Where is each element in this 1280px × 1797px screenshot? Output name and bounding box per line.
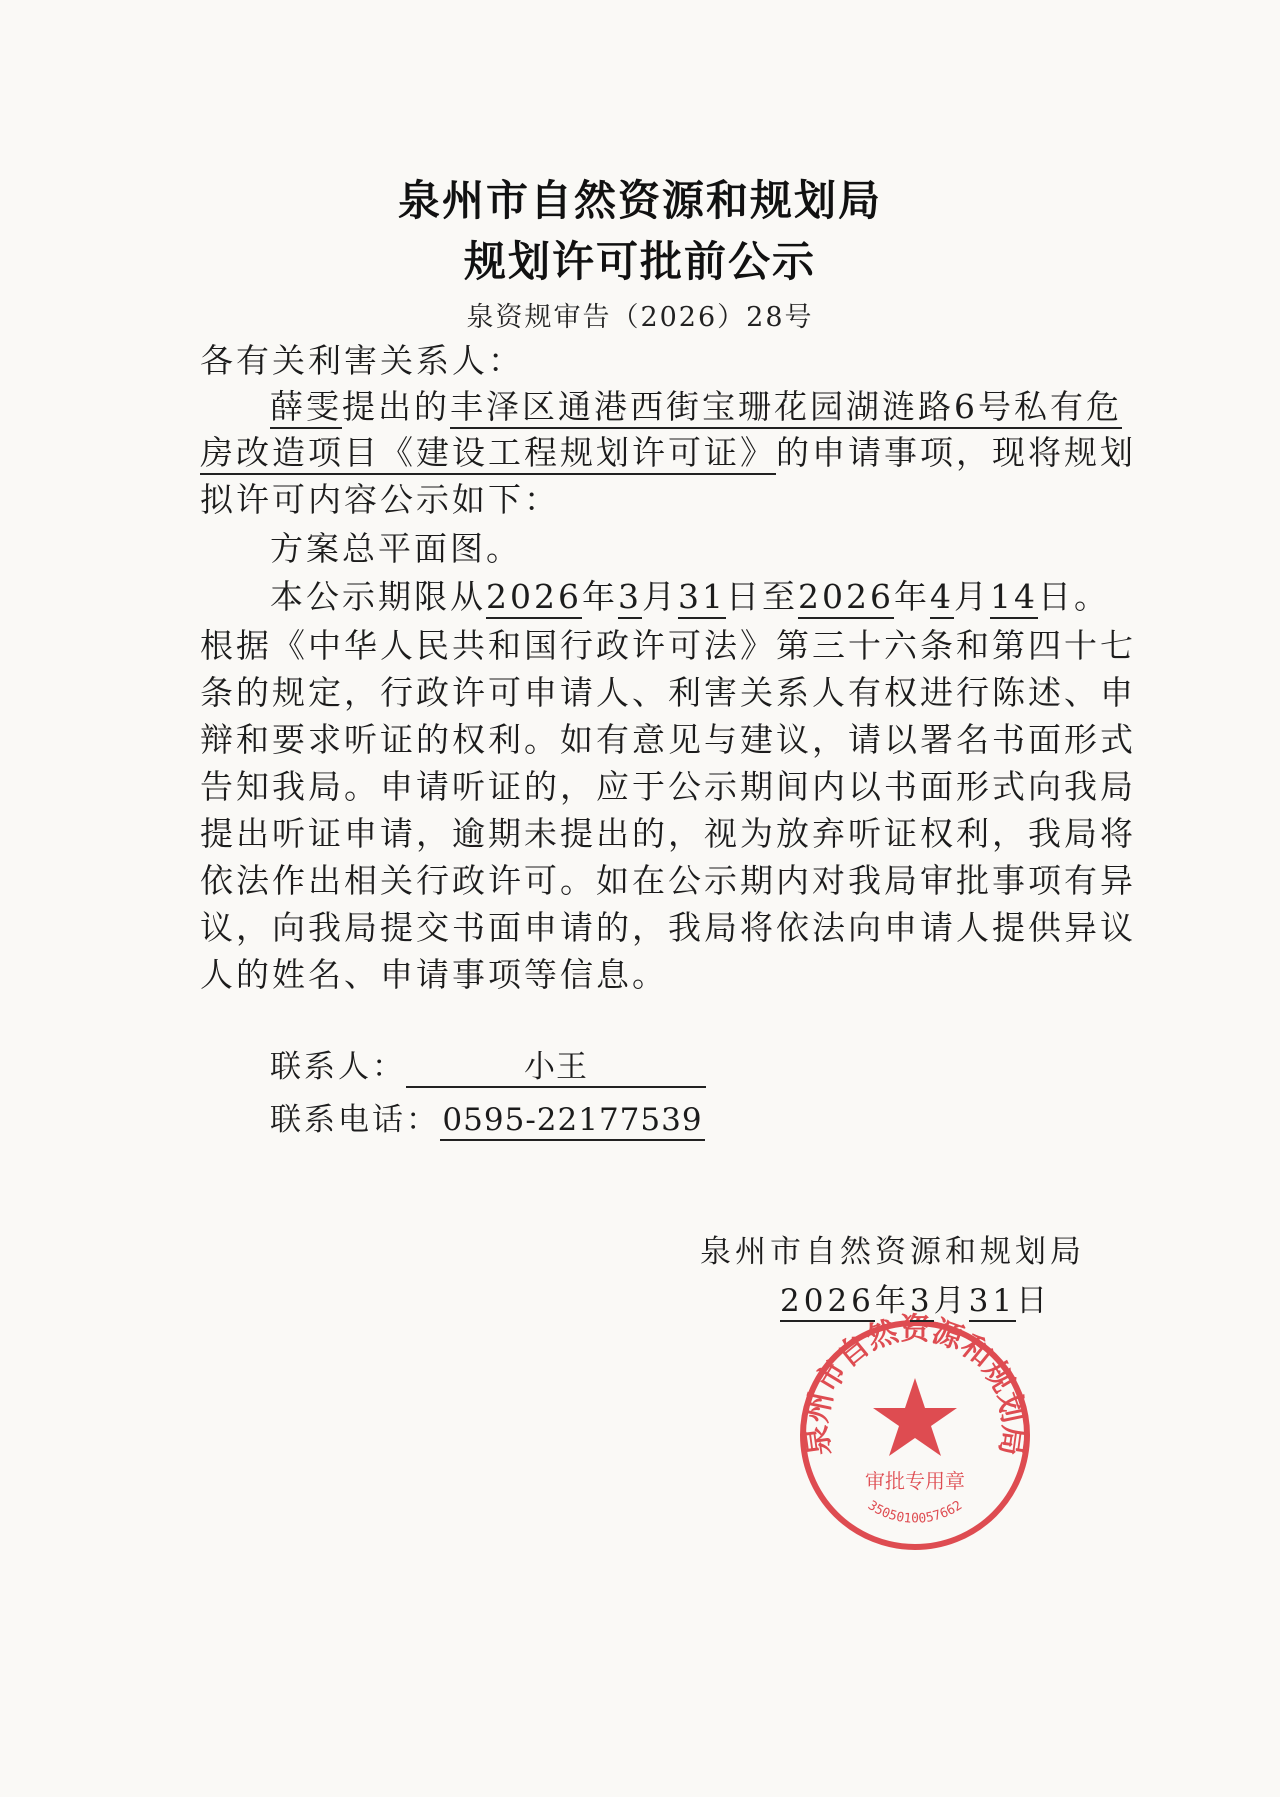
para-line: 辩和要求听证的权利。如有意见与建议，请以署名书面形式 (200, 720, 1136, 759)
period-line (270, 578, 1160, 616)
year-label: 年 (893, 577, 930, 616)
month-label: 月 (953, 577, 990, 616)
project-name-part2: 房改造项目《建设工程规划许可证》 (200, 433, 776, 475)
contact-phone-value: 0595-22177539 (440, 1101, 705, 1141)
contact-person-value: 小王 (406, 1048, 706, 1088)
signature-year-label: 年 (874, 1283, 910, 1319)
text-after-project: 的申请事项，现将规划 (776, 433, 1136, 472)
start-day: 31 (678, 577, 726, 619)
document-title: 泉州市自然资源和规划局 (397, 176, 882, 225)
end-year: 2026 (798, 577, 894, 619)
contact-phone-label: 联系电话： (270, 1102, 440, 1138)
para-line: 议，向我局提交书面申请的，我局将依法向申请人提供异议 (200, 908, 1136, 947)
para-line: 提出听证申请，逾期未提出的，视为放弃听证权利，我局将 (200, 814, 1136, 853)
signature-day-label: 日 (1016, 1283, 1052, 1319)
salutation: 各有关利害关系人： (200, 341, 524, 380)
contact-person-row (270, 1048, 706, 1088)
seal-sub-text: 审批专用章 (865, 1469, 965, 1493)
signature-day: 31 (969, 1283, 1016, 1322)
contact-phone-row (270, 1101, 705, 1141)
period-prefix: 本公示期限从 (270, 577, 486, 616)
para-line: 人的姓名、申请事项等信息。 (200, 955, 668, 994)
seal-code: 3505010057662 (864, 1498, 966, 1527)
para-line: 依法作出相关行政许可。如在公示期内对我局审批事项有异 (200, 861, 1136, 900)
seal-star-icon (873, 1378, 957, 1456)
signature-date (780, 1275, 1051, 1320)
end-day: 14 (990, 577, 1038, 619)
project-name-part1: 丰泽区通港西街宝珊花园湖涟路6号私有危 (450, 387, 1122, 429)
contact-person-label: 联系人： (270, 1049, 406, 1085)
seal-text: 泉州市自然资源和规划局 (799, 1312, 1031, 1458)
document-subtitle: 规划许可批前公示 (463, 237, 816, 286)
signature-month: 3 (910, 1283, 934, 1322)
year-label: 年 (581, 577, 618, 616)
para-line: 根据《中华人民共和国行政许可法》第三十六条和第四十七 (200, 626, 1136, 665)
start-month: 3 (618, 577, 642, 619)
day-label: 日。 (1037, 577, 1110, 616)
month-label: 月 (641, 577, 678, 616)
para-line: 条的规定，行政许可申请人、利害关系人有权进行陈述、申 (200, 673, 1136, 712)
body-line-1 (270, 388, 1160, 426)
end-month: 4 (930, 577, 954, 619)
body-line-3: 拟许可内容公示如下： (200, 480, 560, 519)
official-seal (790, 1310, 1040, 1560)
applicant-name: 薛雯 (270, 387, 342, 429)
plan-item: 方案总平面图。 (270, 529, 522, 568)
day-label: 日至 (725, 577, 798, 616)
document-number: 泉资规审告（2026）28号 (466, 302, 814, 333)
signature-org: 泉州市自然资源和规划局 (700, 1234, 1085, 1270)
start-year: 2026 (486, 577, 582, 619)
signature-month-label: 月 (933, 1283, 969, 1319)
text-proposed: 提出的 (342, 387, 450, 426)
para-line: 告知我局。申请听证的，应于公示期间内以书面形式向我局 (200, 767, 1136, 806)
body-line-2 (200, 433, 1136, 472)
signature-year: 2026 (780, 1283, 875, 1322)
